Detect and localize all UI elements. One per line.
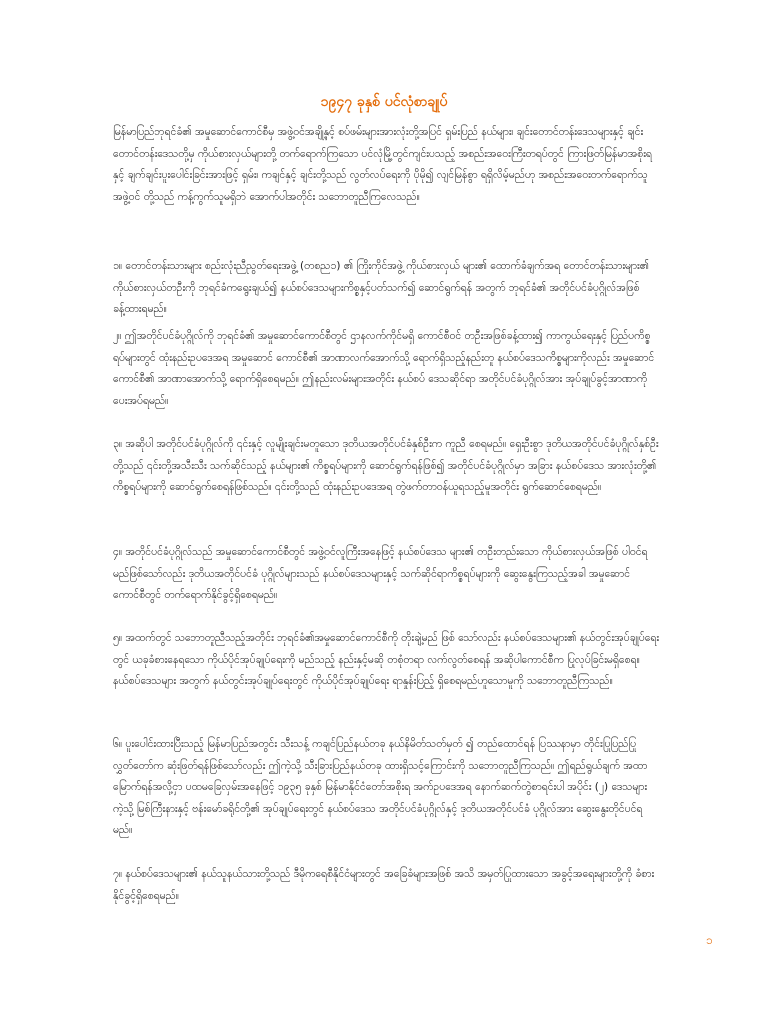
paragraph-intro: မြန်မာပြည်ဘုရင်ခံ၏ အမှုဆောင်ကောင်စီမှ အဖွဲ့ဝင်အချို့နှင့် စပ်ဖမ်းများအားလုံးတို့အပြင် ရှမ်းပြည် နယ်များ၊ ချင်းတောင်တန်းဒေသများနှင့် ချင်းတောင်တန်းဒေသတို့မှ ကိုယ်စားလှယ်များတို့ တက်ရောက်ကြသော ပင်လုံမြို့တွင်ကျင်းပသည့် အစည်းအဝေးကြီးတရပ်တွင် ကြားဖြတ်မြန်မာအစိုးရနှင့် ချက်ချင်းပူးပေါင်းခြင်းအားဖြင့် ရှမ်း၊ ကချင်နှင့် ချင်းတို့သည် လွတ်လပ်ရေးကို ပိုမို၍ လျင်မြန်စွာ ရရှိလိမ့်မည်ဟု အစည်းအဝေးတက်ရောက်သူ အဖွဲ့ဝင် တို့သည် ကန့်ကွက်သူမရှိဘဲ အောက်ပါအတိုင်း သဘောတူညီကြလေသည်။ [113,126,652,203]
paragraph-3: ၃။ အဆိုပါ အတိုင်ပင်ခံပုဂ္ဂိုလ်ကို ၎င်းနှင့် လူမျိုးချင်းမတူသော ဒုတိယအတိုင်ပင်ခံနှစ်ဦးက ကူညီ စေရမည်။ ရှေးဦးစွာ ဒုတိယအတိုင်ပင်ခံပုဂ္ဂိုလ်နှစ်ဦးတို့သည် ၎င်းတို့အသီးသီး သက်ဆိုင်သည့် နယ်များ၏ ကိစ္စရပ်များကို ဆောင်ရွက်ရန်ဖြစ်၍ အတိုင်ပင်ခံပုဂ္ဂိုလ်မှာ အခြား နယ်စပ်ဒေသ အားလုံးတို့၏ ကိစ္စရပ်များကို ဆောင်ရွက်စေရန်ဖြစ်သည်။ ၎င်းတို့သည် ထုံးနည်းဥပဒေအရ တွဲဖက်တာဝန်ယူရသည့်မူအတိုင်း ရွက်ဆောင်စေရမည်။ [113,438,659,493]
paragraph-5: ၅။ အထက်တွင် သဘောတူညီသည့်အတိုင်း ဘုရင်ခံ၏အမှုဆောင်ကောင်စီကို တိုးချဲ့မည် ဖြစ် သော်လည်း နယ်စပ်ဒေသများ၏ နယ်တွင်းအုပ်ချုပ်ရေးတွင် ယခုခံစားနေရသော ကိုယ်ပိုင်အုပ်ချုပ်ရေးကို မည်သည့် နည်းနှင့်မဆို တစုံတရာ လက်လွတ်စေရန် အဆိုပါကောင်စီက ပြုလုပ်ခြင်းမရှိစေရ။ နယ်စပ်ဒေသများ အတွက် နယ်တွင်းအုပ်ချုပ်ရေးတွင် ကိုယ်ပိုင်အုပ်ချုပ်ရေး ရာနှုန်းပြည့် ရှိစေရမည်ဟူသောမူကို သဘောတူညီကြသည်။ [113,632,660,687]
paragraph-7: ၇။ နယ်စပ်ဒေသများ၏ နယ်သူနယ်သားတို့သည် ဒီမိုကရေစီနိုင်ငံများတွင် အခြေခံများအဖြစ် အသိ အမှတ်ပြုထားသော အခွင့်အရေးများတို့ကို ခံစားနိုင်ခွင့်ရှိစေရမည်။ [113,868,655,902]
paragraph-4: ၄။ အတိုင်ပင်ခံပုဂ္ဂိုလ်သည် အမှုဆောင်ကောင်စီတွင် အဖွဲ့ဝင်လူကြီးအနေဖြင့် နယ်စပ်ဒေသ များ၏ တဦးတည်းသော ကိုယ်စားလှယ်အဖြစ် ပါဝင်ရမည်ဖြစ်သော်လည်း ဒုတိယအတိုင်ပင်ခံ ပုဂ္ဂိုလ်များသည် နယ်စပ်ဒေသများနှင့် သက်ဆိုင်ရာကိစ္စရပ်များကို ဆွေးနွေးကြသည့်အခါ အမှုဆောင်ကောင်စီတွင် တက်ရောက်နိုင်ခွင့်ရှိစေရမည်။ [113,546,648,601]
paragraph-6: ၆။ ပူးပေါင်းထားပြီးသည့် မြန်မာပြည်အတွင်း သီးသန့် ကချင်ပြည်နယ်တခု နယ်နိမိတ်သတ်မှတ် ၍ တည်ထောင်ရန် ပြဿနာမှာ တိုင်းပြုပြည်ပြုလွှတ်တော်က ဆုံးဖြတ်ရန်ဖြစ်သော်လည်း ဤကဲ့သို့ သီးခြားပြည်နယ်တခု ထားရှိသင့်ကြောင်းကို သဘောတူညီကြသည်။ ဤရည်ရွယ်ချက် အထာ မြောက်ရန်အလို့ငှာ ပထမခြေလှမ်းအနေဖြင့် ၁၉၃၅ ခုနှစ် မြန်မာနိုင်ငံတော်အစိုးရ အက်ဥပဒေအရ နောက်ဆက်တွဲစာရင်းပါ အပိုင်း (၂) ဒေသများကဲ့သို့ မြစ်ကြီးနားနှင့် ဗန်းမော်ခရိုင်တို့၏ အုပ်ချုပ်ရေးတွင် နယ်စပ်ဒေသ အတိုင်ပင်ခံပုဂ္ဂိုလ်နှင့် ဒုတိယအတိုင်ပင်ခံ ပုဂ္ဂိုလ်အား ဆွေးနွေးတိုင်ပင်ရမည်။ [113,738,648,836]
paragraph-2: ၂။ ဤအတိုင်ပင်ခံပုဂ္ဂိုလ်ကို ဘုရင်ခံ၏ အမှုဆောင်ကောင်စီတွင် ဌာနလက်ကိုင်မရှိ ကောင်စီဝင် တဦးအဖြစ်ခန့်ထား၍ ကာကွယ်ရေးနှင့် ပြည်ပကိစ္စရပ်များတွင် ထုံးနည်းဥပဒေအရ အမှုဆောင် ကောင်စီ၏ အာဏာလက်အောက်သို့ ရောက်ရှိသည့်နည်းတူ နယ်စပ်ဒေသကိစ္စများကိုလည်း အမှုဆောင်ကောင်စီ၏ အာဏာအောက်သို့ ရောက်ရှိစေရမည်။ ဤနည်းလမ်းများအတိုင်း နယ်စပ် ဒေသဆိုင်ရာ အတိုင်ပင်ခံပုဂ္ဂိုလ်အား အုပ်ချုပ်ခွင့်အာဏာကို ပေးအပ်ရမည်။ [113,330,655,407]
page-number: ၁ [706,933,713,947]
document-title: ၁၉၄၇ ခုနှစ် ပင်လုံစာချုပ် [320,94,448,110]
paragraph-1: ၁။ တောင်တန်းသားများ စည်းလုံးညီညွတ်ရေးအဖွဲ့ (တစည၁) ၏ ကြိုးကိုင်အဖွဲ့ ကိုယ်စားလှယ် များ၏ ထောက်ခံချက်အရ တောင်တန်းသားများ၏ ကိုယ်စားလှယ်တဦးကို ဘုရင်ခံကရွေးချယ်၍ နယ်စပ်ဒေသများကိစ္စနှင့်ပတ်သက်၍ ဆောင်ရွက်ရန် အတွက် ဘုရင်ခံ၏ အတိုင်ပင်ခံပုဂ္ဂိုလ်အဖြစ် ခန့်ထားရမည်။ [113,260,650,315]
